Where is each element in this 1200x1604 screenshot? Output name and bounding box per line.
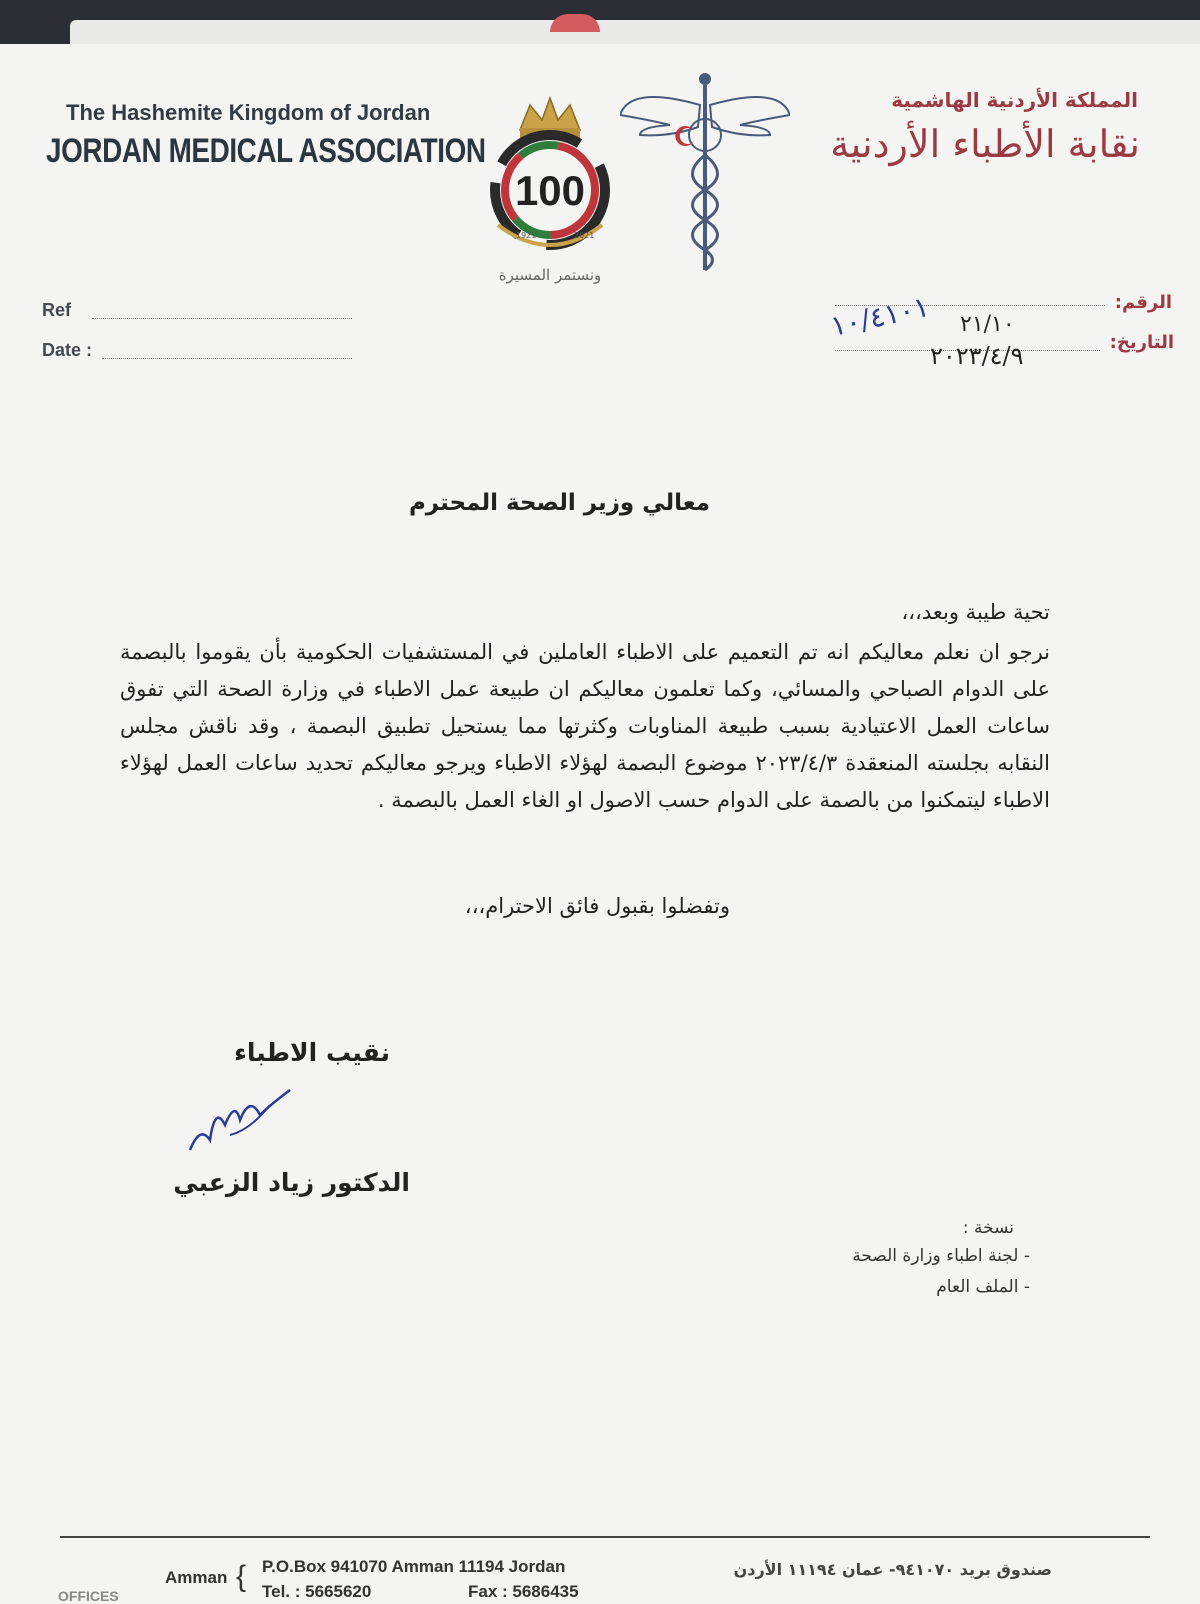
ref-sub-handwritten: ٢١/١٠ xyxy=(960,312,1015,337)
footer-tel: Tel. : 5665620 xyxy=(262,1582,372,1601)
country-name-en: The Hashemite Kingdom of Jordan xyxy=(66,100,431,125)
signer-name: الدكتور زياد الزعبي xyxy=(173,1168,410,1197)
date-value-handwritten: ٢٠٢٣/٤/٩ xyxy=(930,342,1024,370)
red-tab xyxy=(550,14,600,32)
copy-heading: نسخة : xyxy=(962,1218,1014,1238)
date-line xyxy=(102,358,352,359)
background-desk xyxy=(0,0,1200,44)
date-label-ar: التاريخ: xyxy=(1109,332,1174,353)
footer-offices: OFFICES xyxy=(58,1588,119,1604)
emblem-year-end: 2021 xyxy=(574,231,595,240)
footer-pobox-ar: صندوق بريد ٩٤١٠٧٠- عمان ١١١٩٤ الأردن xyxy=(733,1560,1052,1579)
caduceus-logo-icon xyxy=(620,65,790,285)
footer-fax: Fax : 5686435 xyxy=(468,1582,579,1601)
org-name-en: JORDAN MEDICAL ASSOCIATION xyxy=(46,132,486,170)
ref-value-handwritten: ١٠/٤١٠١ xyxy=(827,289,933,344)
copy-item: - لجنة اطباء وزارة الصحة xyxy=(852,1246,1030,1266)
country-name-ar: المملكة الأردنية الهاشمية xyxy=(891,88,1138,112)
centennial-emblem-icon xyxy=(480,60,620,290)
letter-body: نرجو ان نعلم معاليكم انه تم التعميم على الاطباء العاملين في المستشفيات الحكومية بأن يقوموا بالبصمة على الدوام الصباحي والمسائي، وكما تعلمون معاليكم ان طبيعة عمل الاطباء في وزارة الصحة التي تفوق ساعات العمل الاعتيادية بسبب طبيعة المناوبات وكثرتها مما يستحيل تطبيق البصمة ، وقد ناقش مجلس النقابه بجلسته المنعقدة ٢٠٢٣/٤/٣ موضوع البصمة لهؤلاء الاطباء ويرجو معاليكم تحديد ساعات العمل لهؤلاء الاطباء ليتمكنوا من بالصمة على الدوام حسب الاصول او الغاء العمل بالبصمة . xyxy=(120,640,1050,812)
emblem-year-start: 1921 xyxy=(516,231,537,240)
date-label: Date : xyxy=(42,340,93,360)
org-name-ar: نقابة الأطباء الأردنية xyxy=(830,122,1140,166)
footer-city: Amman xyxy=(165,1568,228,1587)
copy-item: - الملف العام xyxy=(936,1277,1030,1297)
ref-label-ar: الرقم: xyxy=(1114,292,1172,313)
ref-label: Ref xyxy=(42,300,72,320)
ref-line xyxy=(92,318,352,319)
footer-divider xyxy=(60,1536,1150,1538)
salutation: معالي وزير الصحة المحترم xyxy=(408,490,710,516)
emblem-number: 100 xyxy=(514,167,586,214)
footer-brace: { xyxy=(236,1560,247,1593)
greeting: تحية طيبة وبعد،،، xyxy=(901,600,1050,624)
closing: وتفضلوا بقبول فائق الاحترام،،، xyxy=(464,894,730,918)
emblem-motto: ونستمر المسيرة xyxy=(498,266,602,284)
handwritten-signature xyxy=(180,1085,300,1155)
footer-pobox: P.O.Box 941070 Amman 11194 Jordan xyxy=(262,1557,566,1576)
signer-title: نقيب الاطباء xyxy=(234,1038,390,1067)
